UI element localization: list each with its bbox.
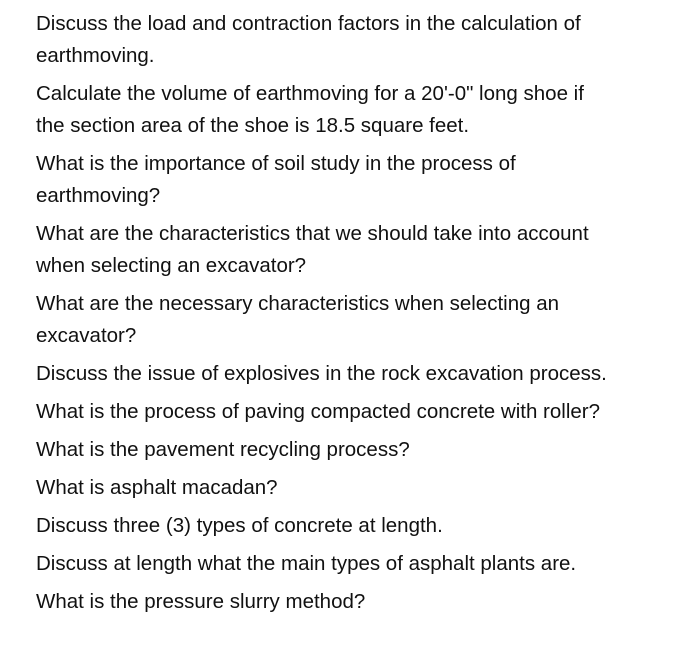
question-1 [36, 8, 686, 72]
question-line: Discuss the load and contraction factors in the calculation of [36, 12, 581, 35]
question-12 [36, 586, 686, 618]
question-line: Discuss the issue of explosives in the rock excavation process. [36, 362, 607, 385]
question-line: What is the pavement recycling process? [36, 438, 410, 461]
question-10 [36, 510, 686, 542]
question-line: What are the characteristics that we should take into account [36, 222, 589, 245]
question-line: the section area of the shoe is 18.5 square feet. [36, 114, 470, 137]
question-line: earthmoving. [36, 44, 155, 67]
question-line: Discuss at length what the main types of asphalt plants are. [36, 552, 577, 575]
question-line: Calculate the volume of earthmoving for a 20'-0" long shoe if [36, 82, 584, 105]
question-9 [36, 472, 686, 504]
question-11 [36, 548, 686, 580]
question-line: when selecting an excavator? [36, 254, 307, 277]
question-line: excavator? [36, 324, 137, 347]
question-line: What is asphalt macadan? [36, 476, 278, 499]
question-8 [36, 434, 686, 466]
question-line: What is the importance of soil study in the process of [36, 152, 516, 175]
question-6 [36, 358, 686, 390]
question-5 [36, 288, 686, 352]
question-line: earthmoving? [36, 184, 161, 207]
question-line: Discuss three (3) types of concrete at length. [36, 514, 443, 537]
question-line: What is the process of paving compacted concrete with roller? [36, 400, 601, 423]
question-4 [36, 218, 686, 282]
question-2 [36, 78, 686, 142]
question-7 [36, 396, 686, 428]
question-3 [36, 148, 686, 212]
question-line: What is the pressure slurry method? [36, 590, 366, 613]
question-list [36, 8, 686, 624]
question-line: What are the necessary characteristics when selecting an [36, 292, 560, 315]
